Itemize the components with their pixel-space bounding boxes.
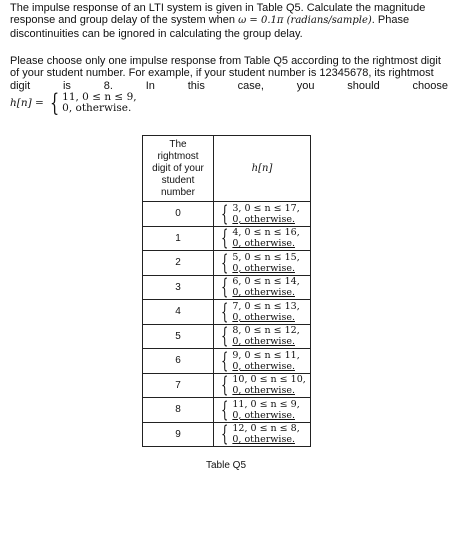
case-2: 0, otherwise.	[232, 262, 295, 274]
problem-statement	[10, 2, 448, 40]
header-hn: h[n]	[214, 136, 311, 202]
digit-cell: 0	[143, 202, 214, 227]
table-row	[143, 422, 311, 447]
problem-line-2-pre: response and group delay of the system when	[10, 14, 239, 27]
header-digit-line: rightmost	[157, 150, 199, 162]
response-cell	[214, 422, 311, 447]
table-row	[143, 275, 311, 300]
table-row	[143, 373, 311, 398]
case-1: 12, 0 ≤ n ≤ 8,	[232, 423, 300, 435]
example-impulse-response	[10, 89, 137, 117]
word: In	[145, 79, 155, 92]
case-2: 0, otherwise.	[62, 102, 132, 114]
case-2: 0, otherwise.	[232, 311, 295, 323]
case-1: 9, 0 ≤ n ≤ 11,	[232, 349, 300, 361]
left-brace: {	[221, 348, 229, 373]
digit-cell: 1	[143, 226, 214, 251]
left-brace: {	[221, 201, 229, 226]
table-row	[143, 398, 311, 423]
left-brace: {	[221, 250, 229, 275]
cases	[232, 252, 299, 274]
case-2: 0, otherwise.	[232, 434, 295, 446]
digit-cell: 4	[143, 300, 214, 325]
case-2: 0, otherwise.	[232, 385, 295, 397]
cases	[62, 92, 136, 114]
header-digit-line: number	[161, 186, 195, 198]
left-brace: {	[221, 373, 229, 398]
word: case,	[237, 79, 264, 92]
case-1: 6, 0 ≤ n ≤ 14,	[232, 276, 300, 288]
word: should	[347, 79, 380, 92]
instructions	[10, 55, 448, 92]
table-caption: Table Q5	[205, 460, 247, 471]
case-1: 8, 0 ≤ n ≤ 12,	[232, 325, 300, 337]
response-cell	[214, 226, 311, 251]
table-row	[143, 251, 311, 276]
header-digit-line: student	[161, 174, 195, 186]
response-cell	[214, 275, 311, 300]
left-brace: {	[221, 422, 229, 447]
problem-line-1: The impulse response of an LTI system is given in Table Q5. Calculate the magnitude	[10, 2, 426, 14]
case-1: 3, 0 ≤ n ≤ 17,	[232, 202, 300, 214]
response-cell	[214, 324, 311, 349]
cases	[232, 350, 299, 372]
case-2: 0, otherwise.	[232, 409, 295, 421]
problem-line-2-post: . Phase	[371, 14, 410, 27]
word: is	[62, 79, 71, 92]
case-1: 11, 0 ≤ n ≤ 9,	[232, 398, 300, 410]
problem-line-2	[10, 14, 448, 27]
word: you	[296, 79, 315, 92]
table-row	[143, 226, 311, 251]
left-brace: {	[221, 299, 229, 324]
digit-cell: 7	[143, 373, 214, 398]
cases	[232, 276, 299, 298]
left-brace: {	[49, 89, 60, 117]
cases	[232, 423, 299, 445]
case-1: 4, 0 ≤ n ≤ 16,	[232, 227, 300, 239]
instruction-line-2: of your student number. For example, if your student number is 12345678, its rightmost	[10, 67, 434, 80]
word: digit	[10, 79, 31, 92]
table-row	[143, 349, 311, 374]
case-1: 10, 0 ≤ n ≤ 10,	[232, 374, 306, 386]
cases	[232, 325, 299, 347]
case-2: 0, otherwise.	[232, 360, 295, 372]
case-1: 11, 0 ≤ n ≤ 9,	[62, 91, 137, 103]
response-cell	[214, 398, 311, 423]
left-brace: {	[221, 397, 229, 422]
table-body	[143, 202, 311, 447]
instruction-line-1: Please choose only one impulse response from Table Q5 according to the rightmost digit	[10, 55, 441, 67]
cases	[232, 301, 299, 323]
response-cell	[214, 202, 311, 227]
case-2: 0, otherwise.	[232, 213, 295, 225]
left-brace: {	[221, 226, 229, 251]
case-2: 0, otherwise.	[232, 287, 295, 299]
word: choose	[412, 79, 448, 92]
response-cell	[214, 300, 311, 325]
cases	[232, 374, 305, 396]
table-row	[143, 300, 311, 325]
word: this	[187, 79, 205, 92]
header-digit-line: The	[169, 138, 187, 150]
case-2: 0, otherwise.	[232, 336, 295, 348]
cases	[232, 227, 299, 249]
table-row	[143, 202, 311, 227]
left-brace: {	[221, 324, 229, 349]
problem-line-3: discontinuities can be ignored in calculating the group delay.	[10, 27, 303, 40]
response-cell	[214, 373, 311, 398]
digit-cell: 6	[143, 349, 214, 374]
digit-cell: 8	[143, 398, 214, 423]
digit-cell: 5	[143, 324, 214, 349]
case-1: 5, 0 ≤ n ≤ 15,	[232, 251, 300, 263]
word: 8.	[103, 79, 113, 92]
table-header-row	[143, 136, 311, 202]
header-digit-line: digit of your	[152, 162, 204, 174]
omega-expression: ω = 0.1π (radians/sample)	[238, 15, 372, 27]
cases	[232, 203, 299, 225]
response-cell	[214, 251, 311, 276]
case-2: 0, otherwise.	[232, 238, 295, 250]
case-1: 7, 0 ≤ n ≤ 13,	[232, 300, 300, 312]
response-cell	[214, 349, 311, 374]
cases	[232, 399, 299, 421]
table-q5	[142, 135, 311, 447]
left-brace: {	[221, 275, 229, 300]
header-digit	[143, 136, 214, 202]
digit-cell: 3	[143, 275, 214, 300]
table-row	[143, 324, 311, 349]
hn-lhs: h[n] =	[10, 97, 44, 109]
digit-cell: 9	[143, 422, 214, 447]
digit-cell: 2	[143, 251, 214, 276]
